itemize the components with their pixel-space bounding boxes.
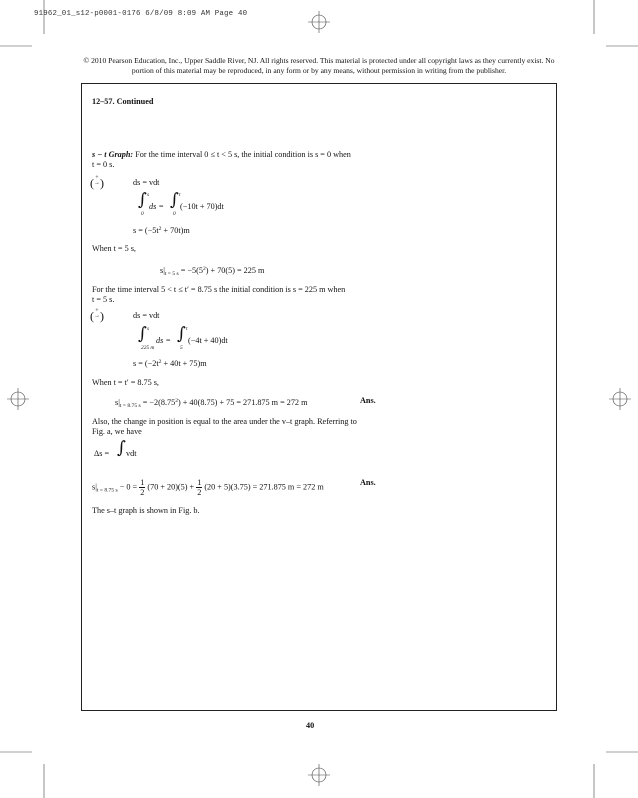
section2-ans: Ans. — [360, 396, 376, 405]
section1-int2-upper: t — [179, 192, 181, 198]
copyright-notice: © 2010 Pearson Education, Inc., Upper Saddle River, NJ. All rights reserved. This material is protected under all copyright laws as they currently exist. No portion of this material may be reproduced, in any form or by any means, without permission in writing from the publisher. — [83, 56, 555, 75]
section3-delta-integral: ∫ — [117, 438, 126, 458]
fraction-half-1: $\frac{1}{2}$ — [140, 478, 145, 497]
section3-ans: Ans. — [360, 478, 376, 487]
direction-sign-2: (+ →) — [90, 308, 104, 323]
section1-label: s − t Graph: — [92, 150, 134, 159]
fraction-half-2: $\frac{1}{2}$ — [197, 478, 202, 497]
problem-heading: 12–57. Continued — [92, 97, 154, 106]
section1-eval: $s|_{t = 5 s} = -5(5^2) + 70(5) = 225$ m — [160, 266, 265, 277]
section1-int2-lower: 0 — [173, 211, 176, 217]
section1-when: When t = 5 s, — [92, 244, 136, 253]
section1-eq2-rhs: (−10t + 70)dt — [180, 202, 224, 211]
section3-text-line1: Also, the change in position is equal to the area under the v–t graph. Referring to — [92, 417, 357, 426]
section2-integral2: ∫ — [177, 324, 186, 344]
section2-int2-upper: t — [186, 326, 188, 332]
section1-eq2-lhs: ds = — [149, 202, 164, 211]
direction-sign-1: (+ →) — [90, 175, 104, 190]
registration-mark-top — [308, 11, 330, 33]
section2-eq3: $s = (-2t^2 + 40t + 75)m$ — [133, 359, 207, 368]
section2-when: When t = t′ = 8.75 s, — [92, 378, 159, 387]
section3-final-eq: $s|_{t = 8.75 s} - 0$ = $\frac{1}{2}$ (70 + 20)(5) + $\frac{1}{2}$ (20 + 5)(3.75) = 271.875 m = 272 m — [92, 478, 324, 497]
section2-text-line2: t = 5 s. — [92, 295, 115, 304]
print-slug: 91962_01_s12-p0001-0176 6/8/09 8:09 AM Page 40 — [34, 10, 248, 18]
section1-text-line1: For the time interval 0 ≤ t < 5 s, the initial condition is s = 0 when — [135, 150, 351, 159]
section1-eq3: $s = (-5t^2 + 70t)m$ — [133, 226, 190, 235]
section3-delta-lhs: Δs = — [94, 449, 110, 458]
registration-mark-bottom — [308, 764, 330, 786]
section3-closing: The s–t graph is shown in Fig. b. — [92, 506, 200, 515]
section1-eq1: ds = vdt — [133, 178, 160, 187]
registration-mark-left — [7, 388, 29, 410]
section1-integral2: ∫ — [170, 190, 179, 210]
section1-int-lower: 0 — [141, 211, 144, 217]
section2-int-upper: s — [147, 326, 150, 332]
page-number: 40 — [306, 721, 315, 730]
section3-delta-rhs: vdt — [126, 449, 137, 458]
section1-text-line2: t = 0 s. — [92, 160, 115, 169]
section2-text-line1: For the time interval 5 < t ≤ t′ = 8.75 s the initial condition is s = 225 m when — [92, 285, 346, 294]
section2-eq2-rhs: (−4t + 40)dt — [188, 336, 228, 345]
registration-mark-right — [609, 388, 631, 410]
section3-text-line2: Fig. a, we have — [92, 427, 142, 436]
section1-intro — [92, 150, 351, 161]
section2-eval: $s|_{t = 8.75 s} = -2(8.75^2) + 40(8.75) + 75 = 271.875$ m = 272 m — [115, 398, 308, 409]
section2-eq2-lhs: ds = — [156, 336, 171, 345]
section2-int2-lower: 5 — [180, 345, 183, 351]
section1-int-upper: s — [147, 192, 150, 198]
section2-int-lower: 225 m — [141, 345, 155, 351]
integral-sign: ∫ — [138, 190, 147, 210]
section1-integral-eq — [138, 190, 150, 210]
section2-integral: ∫ — [138, 324, 147, 344]
section2-eq1: ds = vdt — [133, 311, 160, 320]
